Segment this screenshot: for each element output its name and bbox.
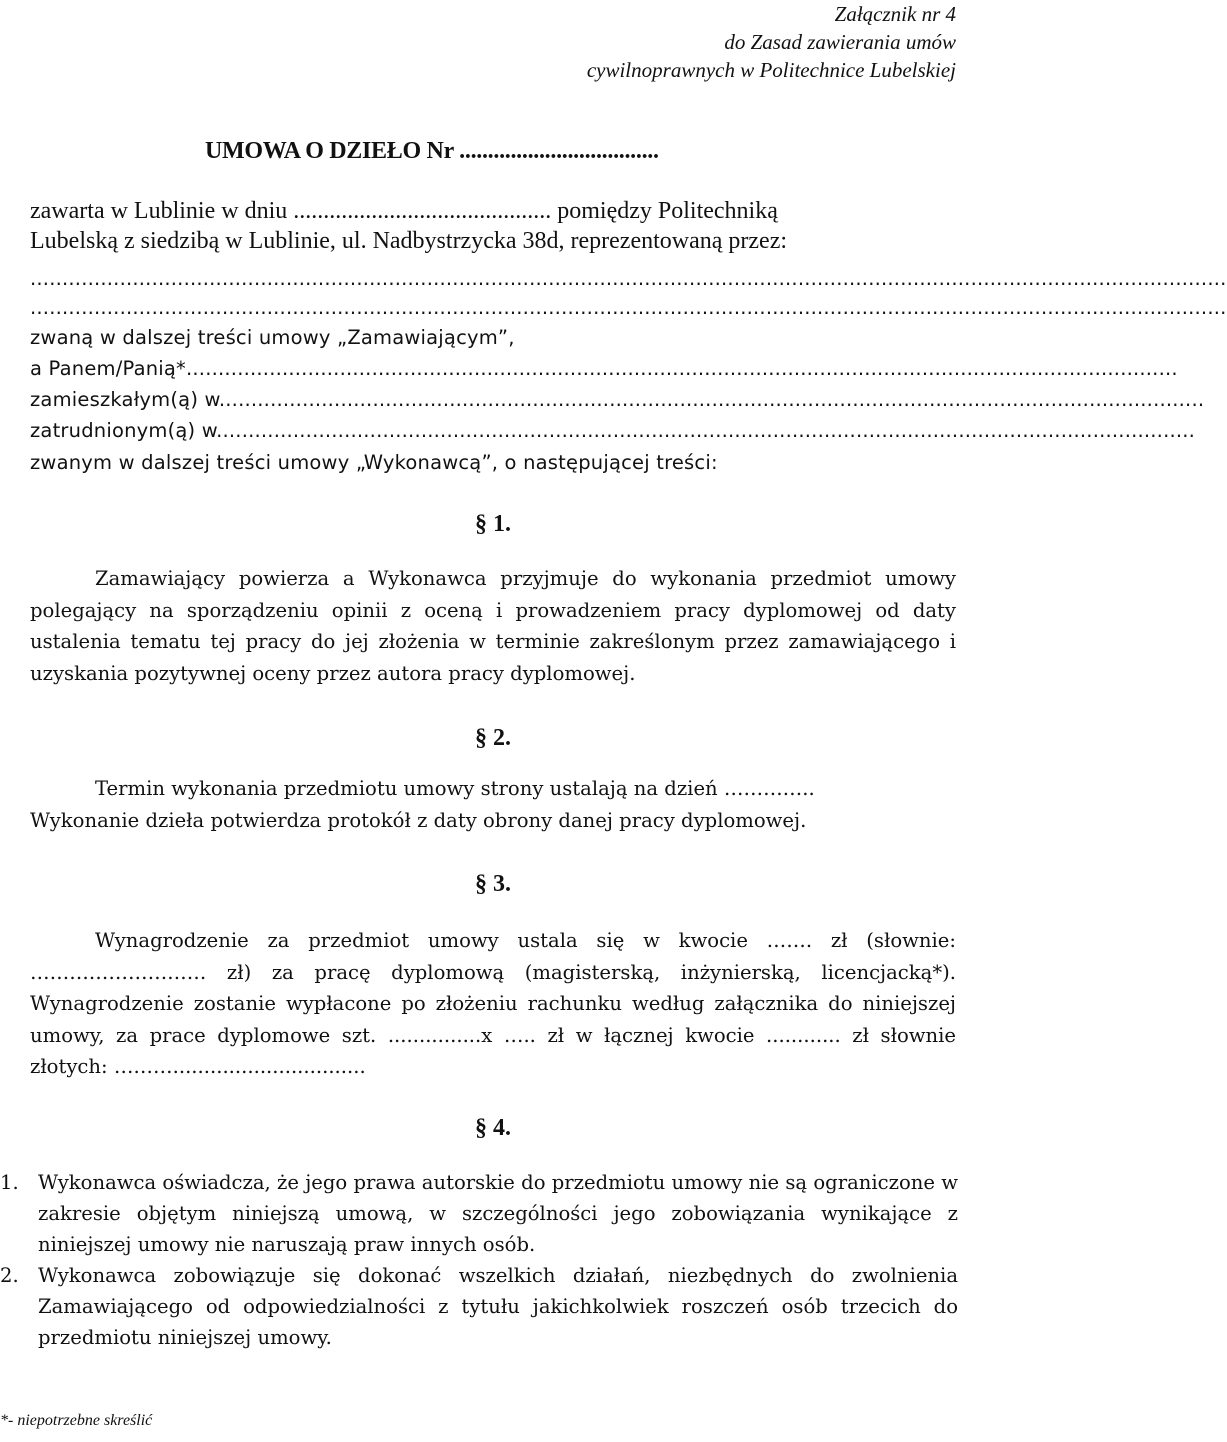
section-3-heading: § 3. [475, 871, 511, 897]
section-2-line-1 [30, 773, 956, 805]
footnote: *- niepotrzebne skreślić [0, 1412, 153, 1429]
contractor-name-line: a Panem/Panią*........................................................................................................................................................... [30, 357, 1178, 380]
intro-line-1: zawarta w Lublinie w dniu ........................................... pomiędzy Politechniką [30, 198, 778, 224]
contractor-employment-line: zatrudnionym(ą) w......................................................................................................................................................... [30, 419, 1196, 442]
list-item-text: Wykonawca zobowiązuje się dokonać wszelkich działań, niezbędnych do zwolnienia Zamawiającego od odpowiedzialności z tytułu jakichkolwiek roszczeń osób trzecich do przedmiotu niniejszej umowy. [38, 1264, 958, 1349]
section-1-paragraph [30, 563, 956, 689]
annex-header [587, 0, 956, 84]
list-item-number: 2. [0, 1264, 19, 1287]
list-item [0, 1167, 958, 1260]
annex-line-1: Załącznik nr 4 [834, 2, 956, 26]
section-2-term-text: Termin wykonania przedmiotu umowy strony ustalają na dzień ………….. [95, 777, 815, 800]
representative-dots-1: ........................................................................................................................................................................................... [30, 267, 1227, 290]
section-4-heading: § 4. [475, 1115, 511, 1141]
representative-dots-2: ........................................................................................................................................................................................... [30, 296, 1227, 319]
annex-line-3: cywilnoprawnych w Politechnice Lubelskiej [586, 58, 956, 82]
annex-line-2: do Zasad zawierania umów [724, 30, 956, 54]
section-3-paragraph [30, 925, 956, 1083]
section-4-list [0, 1167, 958, 1353]
section-2-paragraph [30, 773, 956, 836]
section-1-text: Zamawiający powierza a Wykonawca przyjmuje do wykonania przedmiot umowy polegający na sporządzeniu opinii z oceną i prowadzeniem pracy dyplomowej od daty ustalenia tematu tej pracy do jej złożenia w terminie zakreślonym przez zamawiającego i uzyskania pozytywnej oceny przez autora pracy dyplomowej. [30, 567, 956, 685]
contract-title: UMOWA O DZIEŁO Nr ................................... [205, 138, 659, 164]
section-2-heading: § 2. [475, 725, 511, 751]
contractor-definition: zwanym w dalszej treści umowy „Wykonawcą”, o następującej treści: [30, 451, 718, 474]
intro-line-2: Lubelską z siedzibą w Lublinie, ul. Nadbystrzycka 38d, reprezentowaną przez: [30, 228, 788, 254]
list-item-number: 1. [0, 1171, 19, 1194]
list-item [0, 1260, 958, 1353]
section-2-line-2: Wykonanie dzieła potwierdza protokół z daty obrony danej pracy dyplomowej. [30, 808, 807, 832]
orderer-definition: zwaną w dalszej treści umowy „Zamawiającym”, [30, 326, 515, 349]
contractor-residence-line: zamieszkałym(ą) w.......................................................................................................................................................... [30, 388, 1205, 411]
section-1-heading: § 1. [475, 511, 511, 537]
list-item-text: Wykonawca oświadcza, że jego prawa autorskie do przedmiotu umowy nie są ograniczone w zakresie objętym niniejszą umową, w szczególności jego zobowiązania wynikające z niniejszej umowy nie naruszają praw innych osób. [38, 1171, 958, 1256]
section-3-text: Wynagrodzenie za przedmiot umowy ustala się w kwocie ……. zł (słownie: ……………………… zł) za pracę dyplomową (magisterską, inżynierską, licencjacką*). Wynagrodzenie zostanie wypłacone po złożeniu rachunku według załącznika do niniejszej umowy, za prace dyplomowe szt. ...............x ….. zł w łącznej kwocie ............ zł słownie złotych: ………............................... [30, 929, 956, 1078]
